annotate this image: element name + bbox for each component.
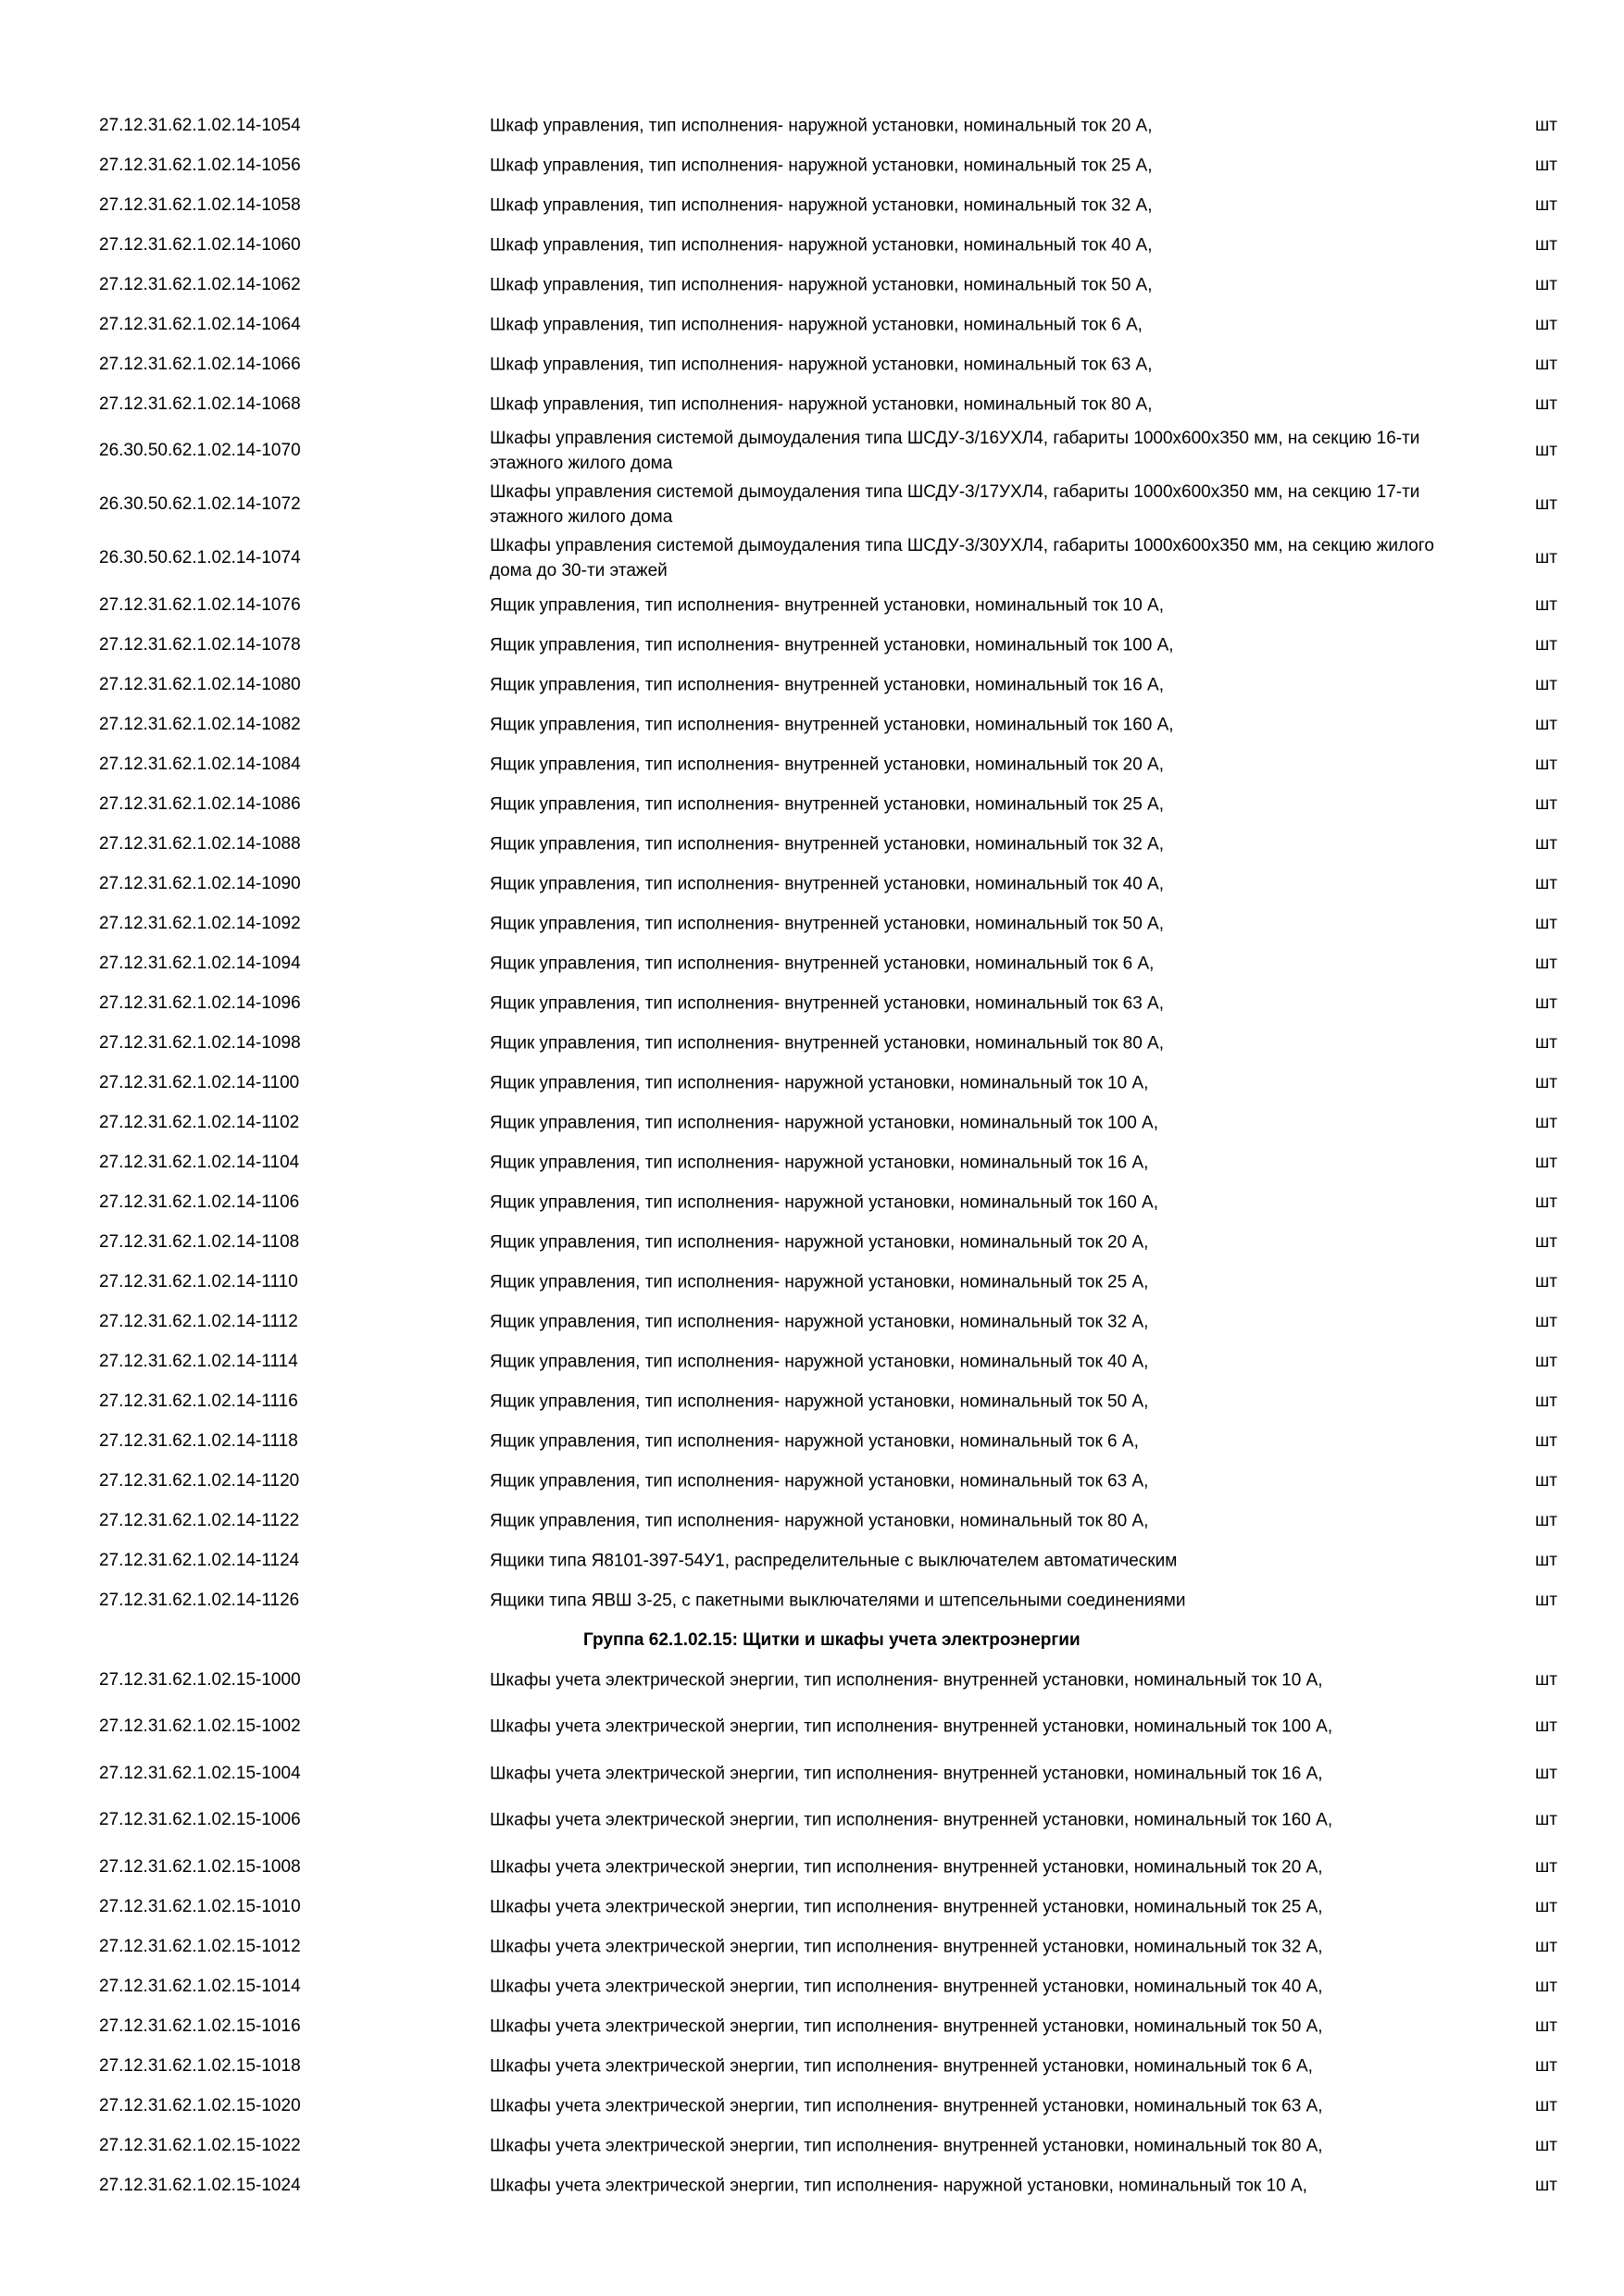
item-code: 27.12.31.62.1.02.14-1112 bbox=[99, 1311, 298, 1331]
item-unit: шт bbox=[1535, 1430, 1557, 1451]
item-unit: шт bbox=[1535, 714, 1557, 734]
item-description: Шкаф управления, тип исполнения- наружной установки, номинальный ток 32 А, bbox=[490, 195, 1153, 215]
item-unit: шт bbox=[1535, 1351, 1557, 1371]
item-code: 27.12.31.62.1.02.14-1110 bbox=[99, 1271, 298, 1292]
item-description: Ящик управления, тип исполнения- наружной установки, номинальный ток 6 А, bbox=[490, 1431, 1139, 1451]
item-description: Шкафы учета электрической энергии, тип исполнения- внутренней установки, номинальный ток 10 А, bbox=[490, 1670, 1323, 1690]
item-unit: шт bbox=[1535, 314, 1557, 334]
table-row bbox=[0, 2165, 1624, 2205]
item-unit: шт bbox=[1535, 274, 1557, 294]
item-description: Ящик управления, тип исполнения- наружной установки, номинальный ток 80 А, bbox=[490, 1511, 1149, 1530]
item-code: 27.12.31.62.1.02.15-1022 bbox=[99, 2135, 301, 2155]
item-description: Шкафы учета электрической энергии, тип исполнения- внутренней установки, номинальный ток 32 А, bbox=[490, 1937, 1323, 1956]
item-unit: шт bbox=[1535, 2055, 1557, 2076]
item-description: Шкаф управления, тип исполнения- наружной установки, номинальный ток 80 А, bbox=[490, 394, 1153, 414]
item-unit: шт bbox=[1535, 1152, 1557, 1172]
item-code: 26.30.50.62.1.02.14-1074 bbox=[99, 548, 301, 568]
item-code: 27.12.31.62.1.02.15-1020 bbox=[99, 2095, 301, 2115]
item-description: Ящик управления, тип исполнения- внутренней установки, номинальный ток 16 А, bbox=[490, 675, 1165, 694]
item-description: Ящик управления, тип исполнения- наружной установки, номинальный ток 10 А, bbox=[490, 1073, 1149, 1092]
table-row bbox=[0, 2126, 1624, 2165]
item-description: Шкафы управления системой дымоудаления типа ШСДУ-3/16УХЛ4, габариты 1000х600х350 мм, на секцию 16-ти этажного жилого дома bbox=[490, 429, 1420, 473]
item-unit: шт bbox=[1535, 1669, 1557, 1690]
item-unit: шт bbox=[1535, 754, 1557, 774]
item-description: Шкафы управления системой дымоудаления типа ШСДУ-3/17УХЛ4, габариты 1000х600х350 мм, на секцию 17-ти этажного жилого дома bbox=[490, 482, 1420, 527]
item-unit: шт bbox=[1535, 1763, 1557, 1783]
table-row bbox=[0, 585, 1624, 625]
table-row bbox=[0, 824, 1624, 864]
item-code: 27.12.31.62.1.02.14-1098 bbox=[99, 1032, 301, 1053]
table-row bbox=[0, 1966, 1624, 2006]
table-row bbox=[0, 1063, 1624, 1103]
item-unit: шт bbox=[1535, 1112, 1557, 1132]
item-description: Ящик управления, тип исполнения- наружной установки, номинальный ток 32 А, bbox=[490, 1312, 1149, 1331]
table-row bbox=[0, 2046, 1624, 2086]
table-row bbox=[0, 1341, 1624, 1381]
price-list-table bbox=[0, 106, 1624, 2205]
item-code: 27.12.31.62.1.02.14-1062 bbox=[99, 274, 301, 294]
item-code: 27.12.31.62.1.02.15-1016 bbox=[99, 2015, 301, 2036]
item-code: 27.12.31.62.1.02.14-1064 bbox=[99, 314, 301, 334]
item-unit: шт bbox=[1535, 2175, 1557, 2195]
item-description: Шкафы учета электрической энергии, тип исполнения- внутренней установки, номинальный ток 20 А, bbox=[490, 1857, 1323, 1877]
table-row bbox=[0, 185, 1624, 225]
item-unit: шт bbox=[1535, 873, 1557, 893]
item-code: 27.12.31.62.1.02.14-1076 bbox=[99, 594, 301, 615]
item-description: Ящик управления, тип исполнения- наружной установки, номинальный ток 100 А, bbox=[490, 1113, 1158, 1132]
item-unit: шт bbox=[1535, 1810, 1557, 1829]
item-description: Шкафы учета электрической энергии, тип исполнения- внутренней установки, номинальный ток 100 А, bbox=[490, 1716, 1333, 1737]
item-unit: шт bbox=[1535, 1271, 1557, 1292]
item-description: Ящик управления, тип исполнения- внутренней установки, номинальный ток 20 А, bbox=[490, 755, 1165, 774]
item-code: 27.12.31.62.1.02.14-1108 bbox=[99, 1231, 300, 1252]
item-code: 27.12.31.62.1.02.14-1086 bbox=[99, 793, 301, 814]
item-unit: шт bbox=[1535, 1072, 1557, 1092]
table-row bbox=[0, 1142, 1624, 1182]
table-row bbox=[0, 904, 1624, 943]
item-description: Ящик управления, тип исполнения- внутренней установки, номинальный ток 25 А, bbox=[490, 794, 1165, 814]
item-unit: шт bbox=[1535, 953, 1557, 973]
item-description: Ящик управления, тип исполнения- внутренней установки, номинальный ток 10 А, bbox=[490, 595, 1165, 615]
item-description: Шкафы учета электрической энергии, тип исполнения- внутренней установки, номинальный ток 160 А, bbox=[490, 1810, 1333, 1830]
item-unit: шт bbox=[1535, 155, 1557, 175]
item-description: Ящик управления, тип исполнения- наружной установки, номинальный ток 25 А, bbox=[490, 1272, 1149, 1292]
table-row bbox=[0, 983, 1624, 1023]
item-description: Ящик управления, тип исполнения- внутренней установки, номинальный ток 80 А, bbox=[490, 1033, 1165, 1053]
item-code: 27.12.31.62.1.02.14-1118 bbox=[99, 1430, 298, 1451]
table-row bbox=[0, 1541, 1624, 1580]
item-unit: шт bbox=[1535, 1590, 1557, 1610]
item-unit: шт bbox=[1535, 234, 1557, 255]
table-row bbox=[0, 145, 1624, 185]
item-unit: шт bbox=[1535, 194, 1557, 215]
item-unit: шт bbox=[1535, 1936, 1557, 1956]
item-description: Ящик управления, тип исполнения- наружной установки, номинальный ток 20 А, bbox=[490, 1232, 1149, 1252]
item-description: Ящик управления, тип исполнения- наружной установки, номинальный ток 50 А, bbox=[490, 1391, 1149, 1411]
item-description: Шкафы учета электрической энергии, тип исполнения- внутренней установки, номинальный ток 40 А, bbox=[490, 1977, 1323, 1996]
item-code: 27.12.31.62.1.02.14-1102 bbox=[99, 1112, 300, 1132]
item-code: 27.12.31.62.1.02.15-1004 bbox=[99, 1763, 301, 1783]
table-row bbox=[0, 1103, 1624, 1142]
table-row bbox=[0, 384, 1624, 424]
item-unit: шт bbox=[1535, 1391, 1557, 1411]
item-description: Шкаф управления, тип исполнения- наружной установки, номинальный ток 40 А, bbox=[490, 235, 1153, 255]
item-code: 27.12.31.62.1.02.14-1094 bbox=[99, 953, 301, 973]
item-code: 27.12.31.62.1.02.14-1096 bbox=[99, 992, 301, 1013]
item-code: 27.12.31.62.1.02.15-1000 bbox=[99, 1669, 301, 1690]
item-code: 27.12.31.62.1.02.14-1084 bbox=[99, 754, 301, 774]
item-description: Шкафы учета электрической энергии, тип исполнения- внутренней установки, номинальный ток 6 А, bbox=[490, 2056, 1313, 2076]
item-unit: шт bbox=[1535, 833, 1557, 854]
item-code: 27.12.31.62.1.02.15-1024 bbox=[99, 2175, 301, 2195]
table-row bbox=[0, 744, 1624, 784]
item-code: 27.12.31.62.1.02.15-1012 bbox=[99, 1936, 301, 1956]
item-description: Ящик управления, тип исполнения- внутренней установки, номинальный ток 50 А, bbox=[490, 914, 1165, 933]
item-unit: шт bbox=[1535, 354, 1557, 374]
item-unit: шт bbox=[1535, 1856, 1557, 1877]
item-code: 27.12.31.62.1.02.14-1124 bbox=[99, 1550, 300, 1570]
table-row bbox=[0, 665, 1624, 705]
table-row bbox=[0, 531, 1624, 585]
table-row bbox=[0, 943, 1624, 983]
item-description: Шкафы учета электрической энергии, тип исполнения- внутренней установки, номинальный ток 16 А, bbox=[490, 1764, 1323, 1783]
table-row bbox=[0, 2006, 1624, 2046]
table-row bbox=[0, 705, 1624, 744]
table-row bbox=[0, 625, 1624, 665]
item-description: Ящик управления, тип исполнения- внутренней установки, номинальный ток 32 А, bbox=[490, 834, 1165, 854]
item-unit: шт bbox=[1535, 913, 1557, 933]
table-row bbox=[0, 1847, 1624, 1887]
table-row bbox=[0, 1461, 1624, 1501]
table-row bbox=[0, 1182, 1624, 1222]
item-unit: шт bbox=[1535, 1550, 1557, 1570]
table-row bbox=[0, 1262, 1624, 1302]
item-description: Ящик управления, тип исполнения- внутренней установки, номинальный ток 40 А, bbox=[490, 874, 1165, 893]
item-code: 27.12.31.62.1.02.14-1120 bbox=[99, 1470, 300, 1491]
item-code: 27.12.31.62.1.02.14-1078 bbox=[99, 634, 301, 655]
item-code: 27.12.31.62.1.02.14-1080 bbox=[99, 674, 301, 694]
item-code: 27.12.31.62.1.02.14-1088 bbox=[99, 833, 301, 854]
item-unit: шт bbox=[1535, 1510, 1557, 1530]
item-code: 27.12.31.62.1.02.14-1066 bbox=[99, 354, 301, 374]
item-unit: шт bbox=[1535, 992, 1557, 1013]
item-unit: шт bbox=[1535, 1470, 1557, 1491]
item-description: Ящик управления, тип исполнения- внутренней установки, номинальный ток 63 А, bbox=[490, 993, 1165, 1013]
table-row bbox=[0, 1927, 1624, 1966]
item-unit: шт bbox=[1535, 1976, 1557, 1996]
item-unit: шт bbox=[1535, 1192, 1557, 1212]
item-code: 27.12.31.62.1.02.15-1002 bbox=[99, 1716, 301, 1736]
table-row bbox=[0, 864, 1624, 904]
table-row bbox=[0, 305, 1624, 344]
table-row bbox=[0, 1753, 1624, 1793]
item-code: 27.12.31.62.1.02.14-1090 bbox=[99, 873, 301, 893]
item-description: Ящик управления, тип исполнения- наружной установки, номинальный ток 160 А, bbox=[490, 1192, 1158, 1212]
item-unit: шт bbox=[1535, 594, 1557, 615]
item-code: 27.12.31.62.1.02.14-1058 bbox=[99, 194, 301, 215]
table-row bbox=[0, 478, 1624, 531]
item-code: 26.30.50.62.1.02.14-1070 bbox=[99, 441, 301, 460]
table-row bbox=[0, 2086, 1624, 2126]
item-unit: шт bbox=[1535, 548, 1557, 568]
item-unit: шт bbox=[1535, 2015, 1557, 2036]
item-code: 27.12.31.62.1.02.15-1006 bbox=[99, 1810, 301, 1829]
item-description: Шкафы учета электрической энергии, тип исполнения- внутренней установки, номинальный ток 63 А, bbox=[490, 2096, 1323, 2115]
item-code: 27.12.31.62.1.02.14-1060 bbox=[99, 234, 301, 255]
item-code: 27.12.31.62.1.02.14-1100 bbox=[99, 1072, 300, 1092]
item-description: Ящики типа Я8101-397-54У1, распределительные с выключателем автоматическим bbox=[490, 1551, 1178, 1570]
table-row bbox=[0, 1887, 1624, 1927]
item-code: 27.12.31.62.1.02.14-1056 bbox=[99, 155, 301, 175]
item-unit: шт bbox=[1535, 1231, 1557, 1252]
item-description: Ящик управления, тип исполнения- наружной установки, номинальный ток 63 А, bbox=[490, 1471, 1149, 1491]
item-description: Шкаф управления, тип исполнения- наружной установки, номинальный ток 20 А, bbox=[490, 116, 1153, 135]
item-code: 27.12.31.62.1.02.14-1082 bbox=[99, 714, 301, 734]
item-code: 27.12.31.62.1.02.15-1008 bbox=[99, 1856, 301, 1877]
table-row bbox=[0, 1302, 1624, 1341]
table-row bbox=[0, 1421, 1624, 1461]
item-description: Ящик управления, тип исполнения- внутренней установки, номинальный ток 160 А, bbox=[490, 715, 1174, 734]
table-row bbox=[0, 1381, 1624, 1421]
group-title: Группа 62.1.02.15: Щитки и шкафы учета электроэнергии bbox=[583, 1629, 1081, 1650]
table-row bbox=[0, 1580, 1624, 1620]
item-unit: шт bbox=[1535, 2135, 1557, 2155]
item-description: Ящик управления, тип исполнения- внутренней установки, номинальный ток 6 А, bbox=[490, 954, 1155, 973]
item-description: Ящики типа ЯВШ 3-25, с пакетными выключателями и штепсельными соединениями bbox=[490, 1591, 1186, 1610]
table-row bbox=[0, 1501, 1624, 1541]
item-unit: шт bbox=[1535, 1311, 1557, 1331]
item-code: 26.30.50.62.1.02.14-1072 bbox=[99, 494, 301, 514]
item-description: Шкафы учета электрической энергии, тип исполнения- внутренней установки, номинальный ток 80 А, bbox=[490, 2136, 1323, 2155]
item-code: 27.12.31.62.1.02.14-1114 bbox=[99, 1351, 298, 1371]
table-row bbox=[0, 225, 1624, 265]
item-code: 27.12.31.62.1.02.14-1122 bbox=[99, 1510, 300, 1530]
item-code: 27.12.31.62.1.02.14-1054 bbox=[99, 115, 301, 135]
item-unit: шт bbox=[1535, 793, 1557, 814]
item-unit: шт bbox=[1535, 2095, 1557, 2115]
item-unit: шт bbox=[1535, 1716, 1557, 1736]
item-description: Шкафы учета электрической энергии, тип исполнения- наружной установки, номинальный ток 10 А, bbox=[490, 2176, 1307, 2195]
item-description: Шкафы управления системой дымоудаления типа ШСДУ-3/30УХЛ4, габариты 1000х600х350 мм, на секцию жилого дома до 30-ти этажей bbox=[490, 536, 1434, 580]
item-code: 27.12.31.62.1.02.14-1092 bbox=[99, 913, 301, 933]
item-code: 27.12.31.62.1.02.14-1106 bbox=[99, 1192, 300, 1212]
item-code: 27.12.31.62.1.02.14-1116 bbox=[99, 1391, 298, 1411]
table-row bbox=[0, 1700, 1624, 1753]
item-unit: шт bbox=[1535, 634, 1557, 655]
item-description: Шкафы учета электрической энергии, тип исполнения- внутренней установки, номинальный ток 25 А, bbox=[490, 1897, 1323, 1916]
item-code: 27.12.31.62.1.02.15-1014 bbox=[99, 1976, 301, 1996]
table-row bbox=[0, 1222, 1624, 1262]
item-description: Шкаф управления, тип исполнения- наружной установки, номинальный ток 25 А, bbox=[490, 156, 1153, 175]
item-description: Шкаф управления, тип исполнения- наружной установки, номинальный ток 63 А, bbox=[490, 355, 1153, 374]
item-code: 27.12.31.62.1.02.14-1068 bbox=[99, 393, 301, 414]
group-heading-row bbox=[0, 1620, 1624, 1660]
table-row bbox=[0, 1023, 1624, 1063]
table-row bbox=[0, 265, 1624, 305]
item-unit: шт bbox=[1535, 441, 1557, 460]
item-description: Шкаф управления, тип исполнения- наружной установки, номинальный ток 6 А, bbox=[490, 315, 1143, 334]
table-row bbox=[0, 106, 1624, 145]
item-unit: шт bbox=[1535, 115, 1557, 135]
item-description: Ящик управления, тип исполнения- наружной установки, номинальный ток 40 А, bbox=[490, 1352, 1149, 1371]
item-unit: шт bbox=[1535, 1032, 1557, 1053]
table-row bbox=[0, 424, 1624, 478]
table-row bbox=[0, 784, 1624, 824]
table-row bbox=[0, 344, 1624, 384]
item-unit: шт bbox=[1535, 393, 1557, 414]
item-code: 27.12.31.62.1.02.14-1104 bbox=[99, 1152, 300, 1172]
item-unit: шт bbox=[1535, 494, 1557, 514]
table-row bbox=[0, 1660, 1624, 1700]
item-code: 27.12.31.62.1.02.15-1018 bbox=[99, 2055, 301, 2076]
item-unit: шт bbox=[1535, 1896, 1557, 1916]
table-row bbox=[0, 1793, 1624, 1847]
item-description: Ящик управления, тип исполнения- внутренней установки, номинальный ток 100 А, bbox=[490, 635, 1174, 655]
item-description: Шкаф управления, тип исполнения- наружной установки, номинальный ток 50 А, bbox=[490, 275, 1153, 294]
item-description: Ящик управления, тип исполнения- наружной установки, номинальный ток 16 А, bbox=[490, 1153, 1149, 1172]
item-unit: шт bbox=[1535, 674, 1557, 694]
item-description: Шкафы учета электрической энергии, тип исполнения- внутренней установки, номинальный ток 50 А, bbox=[490, 2016, 1323, 2036]
item-code: 27.12.31.62.1.02.15-1010 bbox=[99, 1896, 301, 1916]
item-code: 27.12.31.62.1.02.14-1126 bbox=[99, 1590, 300, 1610]
